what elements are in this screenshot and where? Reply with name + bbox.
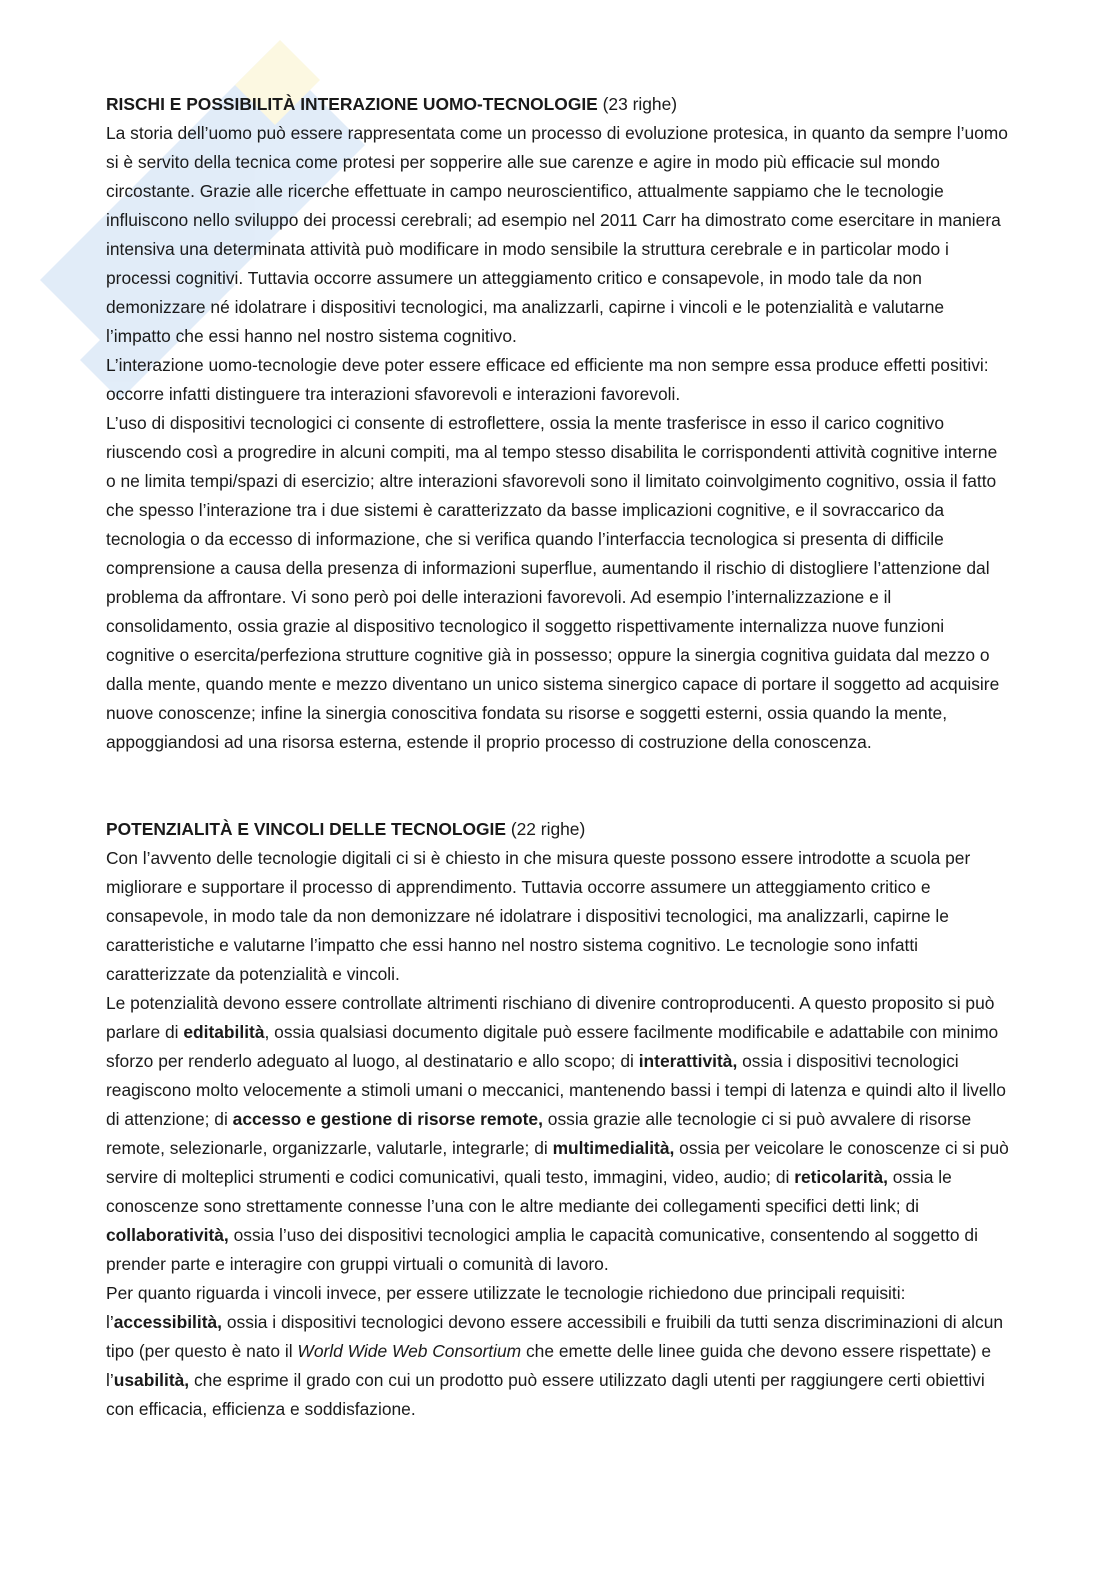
section-heading — [106, 90, 1011, 119]
text-run: ossia i dispositivi tecnologici reagiscono molto velocemente a stimoli umani o meccanici, mantenendo bassi i tempi di latenza e quindi alto il livello di attenzione; di — [106, 1051, 1006, 1129]
text-run: ossia le conoscenze sono strettamente connesse l’una con le altre mediante dei collegamenti specifici detti link; di — [106, 1167, 952, 1216]
paragraph: L’interazione uomo-tecnologie deve poter essere efficace ed efficiente ma non sempre essa produce effetti positivi: occorre infatti distinguere tra interazioni sfavorevoli e interazioni favorevoli. — [106, 355, 989, 404]
term-usabilita: usabilità, — [113, 1370, 190, 1390]
term-accesso-risorse: accesso e gestione di risorse remote, — [232, 1109, 543, 1129]
section-note: (22 righe) — [510, 819, 586, 839]
section-heading — [106, 815, 1011, 844]
term-interattivita: interattività, — [638, 1051, 738, 1071]
paragraph-vincoli — [106, 1279, 1011, 1424]
document-content — [106, 90, 1011, 1424]
section-title: RISCHI E POSSIBILITÀ INTERAZIONE UOMO-TECNOLOGIE — [106, 94, 598, 114]
text-run: che emette delle linee guida che devono essere rispettate) e l’ — [106, 1341, 992, 1390]
term-multimedialita: multimedialità, — [552, 1138, 675, 1158]
text-run: Le potenzialità devono essere controllate altrimenti rischiano di divenire controproducenti. A questo proposito si può parlare di — [106, 993, 995, 1042]
term-reticolarita: reticolarità, — [794, 1167, 888, 1187]
term-accessibilita: accessibilità, — [113, 1312, 223, 1332]
text-run: ossia l’uso dei dispositivi tecnologici amplia le capacità comunicative, consentendo al soggetto di prender parte e interagire con gruppi virtuali o comunità di lavoro. — [106, 1225, 978, 1274]
text-run: ossia per veicolare le conoscenze ci si può servire di molteplici strumenti e codici comunicativi, quali testo, immagini, video, audio; di — [106, 1138, 1009, 1187]
term-collaborativita: collaboratività, — [106, 1225, 229, 1245]
term-editabilita: editabilità — [183, 1022, 265, 1042]
text-run: Per quanto riguarda i vincoli invece, per essere utilizzate le tecnologie richiedono due principali requisiti: l’ — [106, 1283, 906, 1332]
paragraph: Con l’avvento delle tecnologie digitali ci si è chiesto in che misura queste possono essere introdotte a scuola per migliorare e supportare il processo di apprendimento. Tuttavia occorre assumere un atteggiamento critico e consapevole, in modo tale da non demonizzare né idolatrare i dispositivi tecnologici, ma analizzarli, capirne le caratteristiche e valutarne l’impatto che essi hanno nel nostro sistema cognitivo. Le tecnologie sono infatti caratterizzate da potenzialità e vincoli. — [106, 848, 971, 984]
section-note: (23 righe) — [602, 94, 678, 114]
text-run: , ossia qualsiasi documento digitale può essere facilmente modificabile e adattabile con minimo sforzo per renderlo adeguato al luogo, al destinatario e allo scopo; di — [106, 1022, 999, 1071]
text-run: ossia i dispositivi tecnologici devono essere accessibili e fruibili da tutti senza discriminazioni di alcun tipo (per questo è nato il — [106, 1312, 1004, 1361]
section-potenzialita-vincoli — [106, 815, 1011, 1424]
paragraph-potenzialita — [106, 989, 1011, 1279]
text-run: ossia grazie alle tecnologie ci si può avvalere di risorse remote, selezionarle, organizzarle, valutarle, integrarle; di — [106, 1109, 972, 1158]
section-title: POTENZIALITÀ E VINCOLI DELLE TECNOLOGIE — [106, 819, 506, 839]
paragraph: L’uso di dispositivi tecnologici ci consente di estroflettere, ossia la mente trasferisce in esso il carico cognitivo riuscendo così a progredire in alcuni compiti, ma al tempo stesso disabilita le corrispondenti attività cognitive interne o ne limita tempi/spazi di esercizio; altre interazioni sfavorevoli sono il limitato coinvolgimento cognitivo, ossia il fatto che spesso l’interazione tra i due sistemi è caratterizzato da basse implicazioni cognitive, e il sovraccarico da tecnologia o da eccesso di informazione, che si verifica quando l’interfaccia tecnologica si presenta di difficile comprensione a causa della presenza di informazioni superflue, aumentando il rischio di distogliere l’attenzione dal problema da affrontare. Vi sono però poi delle interazioni favorevoli. Ad esempio l’internalizzazione e il consolidamento, ossia grazie al dispositivo tecnologico il soggetto rispettivamente internalizza nuove funzioni cognitive o esercita/perfeziona strutture cognitive già in possesso; oppure la sinergia cognitiva guidata dal mezzo o dalla mente, quando mente e mezzo diventano un unico sistema sinergico capace di portare il soggetto ad acquisire nuove conoscenze; infine la sinergia conoscitiva fondata su risorse e soggetti esterni, ossia quando la mente, appoggiandosi ad una risorsa esterna, estende il proprio processo di costruzione della conoscenza. — [106, 413, 1000, 752]
text-run: che esprime il grado con cui un prodotto può essere utilizzato dagli utenti per raggiungere certi obiettivi con efficacia, efficienza e soddisfazione. — [106, 1370, 985, 1419]
term-w3c: World Wide Web Consortium — [297, 1341, 522, 1361]
paragraph: La storia dell’uomo può essere rappresentata come un processo di evoluzione protesica, in quanto da sempre l’uomo si è servito della tecnica come protesi per sopperire alle sue carenze e agire in modo più efficacie sul mondo circostante. Grazie alle ricerche effettuate in campo neuroscientifico, attualmente sappiamo che le tecnologie influiscono nello sviluppo dei processi cerebrali; ad esempio nel 2011 Carr ha dimostrato come esercitare in maniera intensiva una determinata attività può modificare in modo sensibile la struttura cerebrale e in particolar modo i processi cognitivi. Tuttavia occorre assumere un atteggiamento critico e consapevole, in modo tale da non demonizzare né idolatrare i dispositivi tecnologici, ma analizzarli, capirne i vincoli e le potenzialità e valutarne l’impatto che essi hanno nel nostro sistema cognitivo. — [106, 123, 1008, 346]
section-rischi-possibilita — [106, 90, 1011, 757]
